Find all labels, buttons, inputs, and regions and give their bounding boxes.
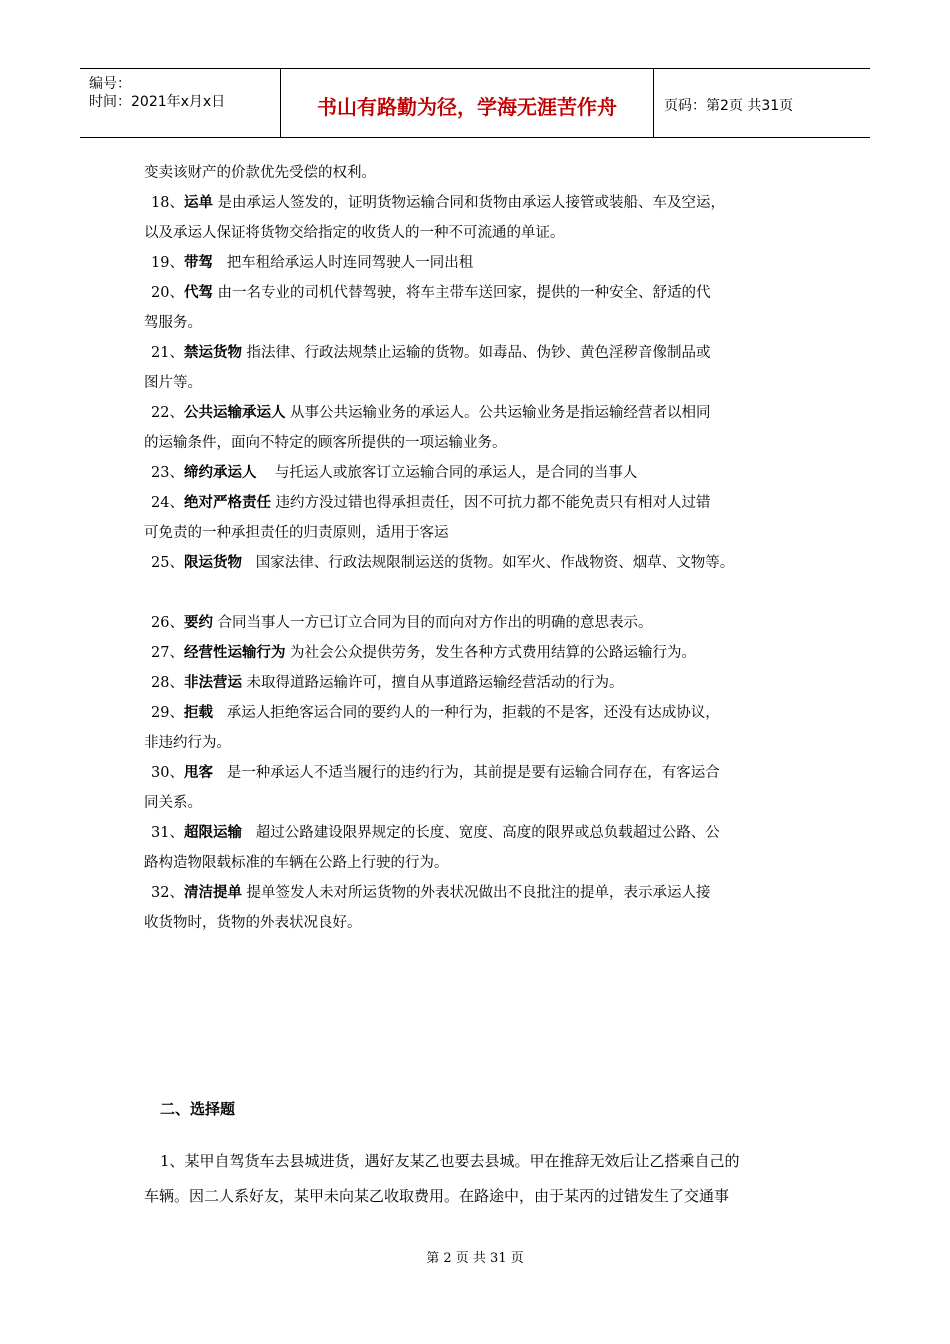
definition-text: 是由承运人签发的，证明货物运输合同和货物由承运人接管或装船、车及空运，	[212, 195, 726, 211]
definition-continuation: 收货物时，货物的外表状况良好。	[144, 915, 362, 931]
definition-term: 带驾	[183, 255, 213, 271]
header-motto-cell	[281, 69, 654, 137]
definition-number: 30、	[151, 765, 184, 781]
page-header	[80, 68, 870, 138]
definition-number: 25、	[151, 555, 184, 571]
definition-term: 代驾	[183, 285, 213, 301]
definition-text: 违约方没过错也得承担责任，因不可抗力都不能免责只有相对人过错	[270, 495, 711, 511]
definition-text: 指法律、行政法规禁止运输的货物。如毒品、伪钞、黄色淫秽音像制品或	[241, 345, 711, 361]
definition-26	[151, 608, 653, 638]
definition-number: 22、	[151, 405, 184, 421]
definition-text: 未取得道路运输许可，擅自从事道路运输经营活动的行为。	[241, 675, 624, 691]
definition-term: 禁运货物	[183, 345, 242, 361]
definition-32	[151, 878, 711, 908]
question-line: 1、某甲自驾货车去县城进货，遇好友某乙也要去县城。甲在推辞无效后让乙搭乘自己的	[160, 1152, 740, 1170]
definition-term: 运单	[183, 195, 213, 211]
definition-continuation: 非违约行为。	[144, 735, 231, 751]
definition-31	[151, 818, 720, 848]
definition-term: 要约	[183, 615, 213, 631]
definition-term: 绝对严格责任	[183, 495, 271, 511]
definition-number: 24、	[151, 495, 184, 511]
time-label: 时间：2021年x月x日	[89, 94, 226, 110]
question-line: 车辆。因二人系好友，某甲未向某乙收取费用。在路途中，由于某丙的过错发生了交通事	[144, 1187, 730, 1205]
definition-text: 从事公共运输业务的承运人。公共运输业务是指运输经营者以相同	[285, 405, 711, 421]
definition-term: 拒载	[183, 705, 213, 721]
definition-30	[151, 758, 720, 788]
definition-text: 合同当事人一方已订立合同为目的而向对方作出的明确的意思表示。	[212, 615, 653, 631]
definition-28	[151, 668, 624, 698]
definition-number: 31、	[151, 825, 184, 841]
definition-term: 超限运输	[183, 825, 242, 841]
definition-text: 承运人拒绝客运合同的要约人的一种行为，拒载的不是客，还没有达成协议，	[212, 705, 720, 721]
definition-text: 超过公路建设限界规定的长度、宽度、高度的限界或总负载超过公路、公	[241, 825, 720, 841]
definition-term: 清洁提单	[183, 885, 242, 901]
definition-term: 限运货物	[183, 555, 242, 571]
definition-24	[151, 488, 711, 518]
definition-continuation: 图片等。	[144, 375, 202, 391]
definition-number: 23、	[151, 465, 184, 481]
definition-continuation: 驾服务。	[144, 315, 202, 331]
definition-term: 经营性运输行为	[183, 645, 286, 661]
motto-text: 书山有路勤为径，学海无涯苦作舟	[317, 94, 617, 119]
definition-20	[151, 278, 711, 308]
definition-term: 甩客	[183, 765, 213, 781]
definition-continuation: 路构造物限载标准的车辆在公路上行驶的行为。	[144, 855, 449, 871]
definition-number: 21、	[151, 345, 184, 361]
definition-29	[151, 698, 720, 728]
page-footer: 第 2 页 共 31 页	[426, 1251, 524, 1266]
definition-27	[151, 638, 696, 668]
definition-continuation: 以及承运人保证将货物交给指定的收货人的一种不可流通的单证。	[144, 225, 565, 241]
definition-text: 是一种承运人不适当履行的违约行为，其前提是要有运输合同存在，有客运合	[212, 765, 720, 781]
page-info: 页码：第2页 共31页	[664, 98, 794, 114]
definition-term: 非法营运	[183, 675, 242, 691]
intro-line: 变卖该财产的价款优先受偿的权利。	[144, 165, 376, 181]
definition-number: 28、	[151, 675, 184, 691]
definition-number: 19、	[151, 255, 184, 271]
definition-number: 20、	[151, 285, 184, 301]
definition-number: 26、	[151, 615, 184, 631]
definition-25	[151, 548, 734, 578]
definition-text: 提单签发人未对所运货物的外表状况做出不良批注的提单，表示承运人接	[241, 885, 711, 901]
definition-text: 与托运人或旅客订立运输合同的承运人，是合同的当事人	[256, 465, 638, 481]
definition-number: 27、	[151, 645, 184, 661]
definition-text: 国家法律、行政法规限制运送的货物。如军火、作战物资、烟草、文物等。	[241, 555, 735, 571]
definition-22	[151, 398, 711, 428]
definition-continuation: 的运输条件，面向不特定的顾客所提供的一项运输业务。	[144, 435, 507, 451]
definition-number: 32、	[151, 885, 184, 901]
definition-text: 由一名专业的司机代替驾驶，将车主带车送回家，提供的一种安全、舒适的代	[212, 285, 711, 301]
definition-text: 为社会公众提供劳务，发生各种方式费用结算的公路运输行为。	[285, 645, 697, 661]
definition-23	[151, 458, 637, 488]
definition-21	[151, 338, 711, 368]
definition-number: 29、	[151, 705, 184, 721]
definition-term: 公共运输承运人	[183, 405, 286, 421]
section-title: 二、选择题	[160, 1100, 236, 1118]
definition-18	[151, 188, 725, 218]
definition-continuation: 同关系。	[144, 795, 202, 811]
definition-text: 把车租给承运人时连同驾驶人一同出租	[212, 255, 474, 271]
definition-continuation: 可免责的一种承担责任的归责原则，适用于客运	[144, 525, 449, 541]
number-label: 编号：	[89, 76, 131, 92]
definition-number: 18、	[151, 195, 184, 211]
header-meta-cell	[80, 69, 281, 137]
definition-term: 缔约承运人	[183, 465, 257, 481]
definition-19	[151, 248, 473, 278]
